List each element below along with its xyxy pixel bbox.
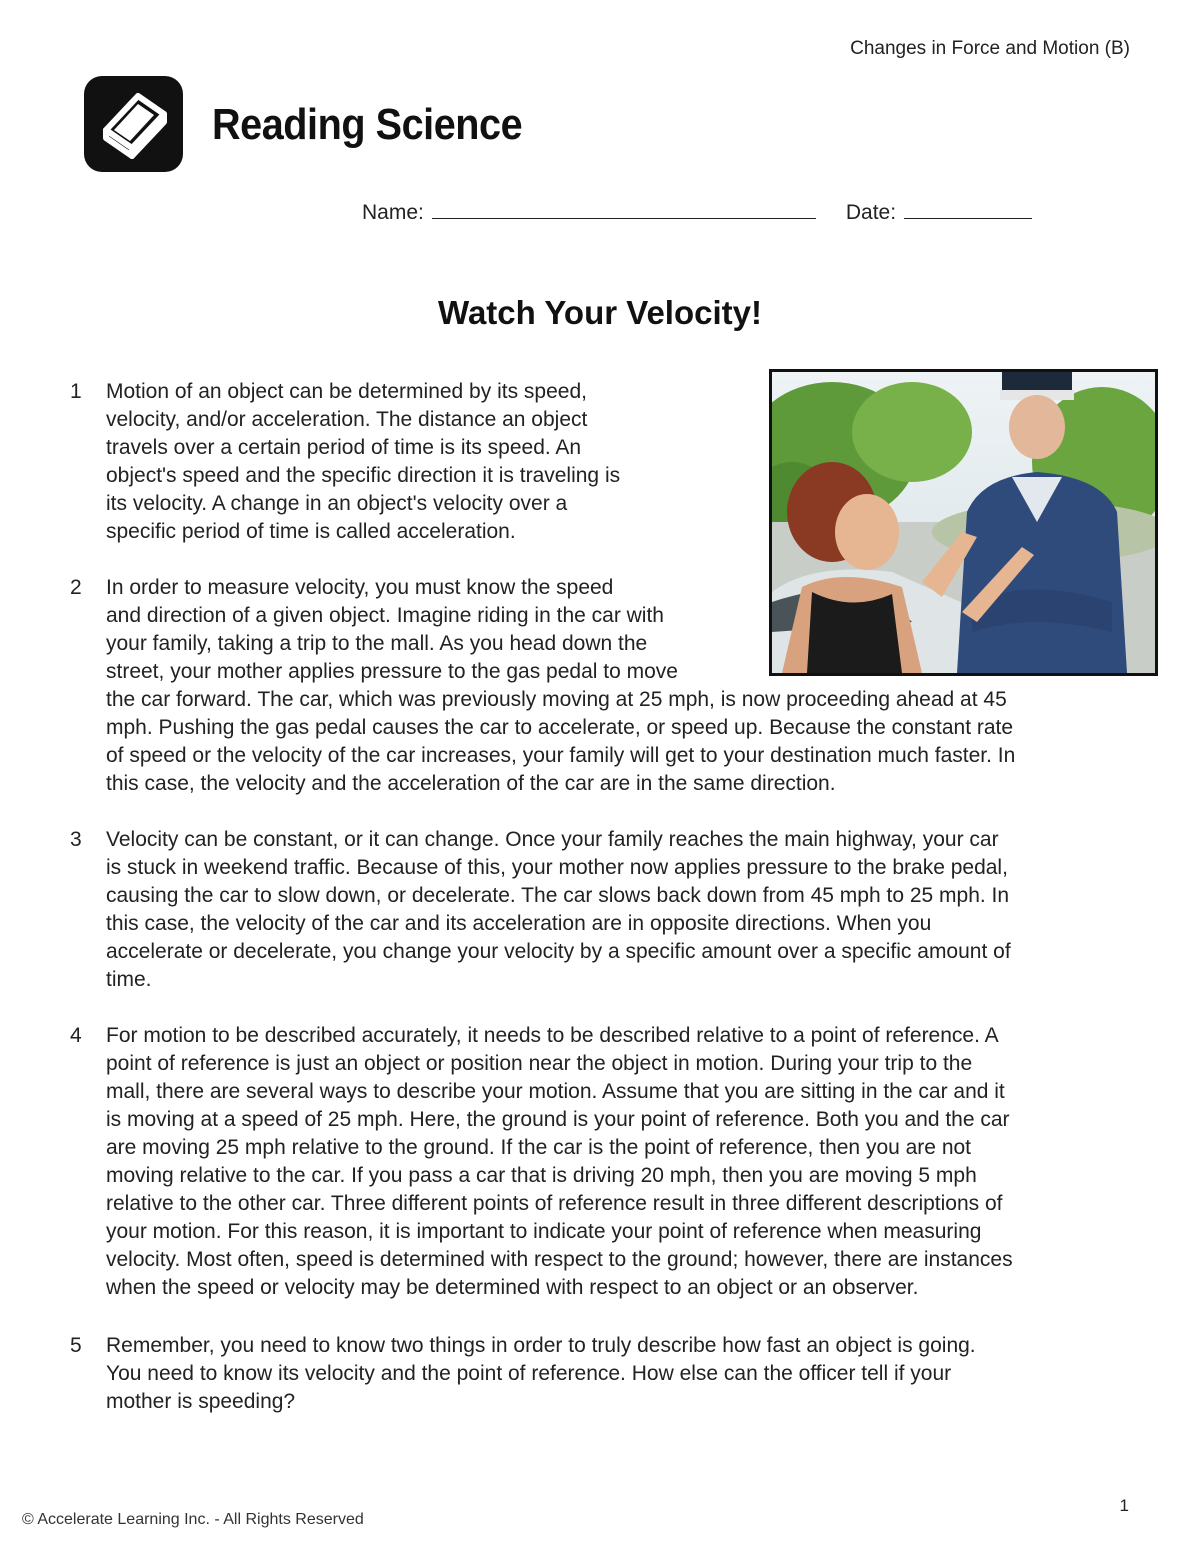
date-label: Date: [845, 201, 897, 224]
text-line: mall, there are several ways to describe your motion. Assume that you are sitting in the car and it [106, 1080, 1005, 1103]
text-line: velocity. Most often, speed is determined with respect to the ground; however, there are instances [106, 1248, 1013, 1271]
name-date-row [362, 198, 1032, 225]
text-line: causing the car to slow down, or decelerate. The car slows back down from 45 mph to 25 mph. In [106, 884, 1010, 907]
text-line: For motion to be described accurately, it needs to be described relative to a point of reference. A [106, 1024, 999, 1047]
text-line: are moving 25 mph relative to the ground. If the car is the point of reference, then you are not [106, 1136, 972, 1159]
paragraph-number: 5 [70, 1334, 82, 1357]
paragraph-text [106, 1332, 976, 1416]
text-line: street, your mother applies pressure to the gas pedal to move [106, 660, 678, 683]
text-line: accelerate or decelerate, you change your velocity by a specific amount over a specific amount of [106, 940, 1011, 963]
paragraph-text [106, 826, 1011, 994]
text-line: and direction of a given object. Imagine riding in the car with [106, 604, 664, 627]
text-line: your motion. For this reason, it is important to indicate your point of reference when measuring [106, 1220, 982, 1243]
text-line: Velocity can be constant, or it can change. Once your family reaches the main highway, your car [106, 828, 999, 851]
header-unit-title: Changes in Force and Motion (B) [850, 38, 1130, 59]
text-line: of speed or the velocity of the car increases, your family will get to your destination much faster. In [106, 744, 1016, 767]
text-line: its velocity. A change in an object's velocity over a [106, 492, 568, 515]
text-line: your family, taking a trip to the mall. As you head down the [106, 632, 648, 655]
text-line: velocity, and/or acceleration. The distance an object [106, 408, 588, 431]
paragraph-number: 4 [70, 1024, 82, 1047]
text-line: this case, the velocity and the acceleration of the car are in the same direction. [106, 772, 836, 795]
text-line: time. [106, 968, 152, 991]
text-line: this case, the velocity of the car and its acceleration are in opposite directions. When you [106, 912, 932, 935]
paragraph-number: 2 [70, 576, 82, 599]
book-icon [84, 76, 183, 172]
text-line: mother is speeding? [106, 1390, 296, 1413]
paragraph-number: 1 [70, 380, 82, 403]
text-line: moving relative to the car. If you pass a car that is driving 20 mph, then you are moving 5 mph [106, 1164, 977, 1187]
paragraph-number: 3 [70, 828, 82, 851]
name-field[interactable] [432, 198, 816, 219]
page-number: 1 [1119, 1496, 1129, 1515]
text-line: when the speed or velocity may be determined with respect to an object or an observer. [106, 1276, 919, 1299]
text-line: is moving at a speed of 25 mph. Here, the ground is your point of reference. Both you and the car [106, 1108, 1010, 1131]
text-line: In order to measure velocity, you must know the speed [106, 576, 614, 599]
page-title: Watch Your Velocity! [438, 294, 762, 331]
text-line: mph. Pushing the gas pedal causes the car to accelerate, or speed up. Because the constant rate [106, 716, 1014, 739]
brand-title: Reading Science [212, 100, 523, 149]
date-field[interactable] [904, 198, 1032, 219]
copyright-notice: © Accelerate Learning Inc. - All Rights Reserved [22, 1511, 364, 1528]
paragraph-text [106, 1022, 1013, 1302]
text-line: You need to know its velocity and the point of reference. How else can the officer tell if your [106, 1362, 952, 1385]
text-line: is stuck in weekend traffic. Because of this, your mother now applies pressure to the brake pedal, [106, 856, 1008, 879]
name-label: Name: [362, 201, 424, 224]
text-line: Motion of an object can be determined by its speed, [106, 380, 587, 403]
text-line: Remember, you need to know two things in order to truly describe how fast an object is going. [106, 1334, 976, 1357]
text-line: point of reference is just an object or position near the object in motion. During your trip to the [106, 1052, 973, 1075]
text-line: specific period of time is called acceleration. [106, 520, 516, 543]
text-line: object's speed and the specific direction it is traveling is [106, 464, 621, 487]
text-line: travels over a certain period of time is its speed. An [106, 436, 582, 459]
paragraph-text [106, 378, 620, 546]
text-line: the car forward. The car, which was previously moving at 25 mph, is now proceeding ahead at 45 [106, 688, 1007, 711]
text-line: relative to the other car. Three different points of reference result in three different descriptions of [106, 1192, 1003, 1215]
paragraph-text [106, 574, 1015, 798]
